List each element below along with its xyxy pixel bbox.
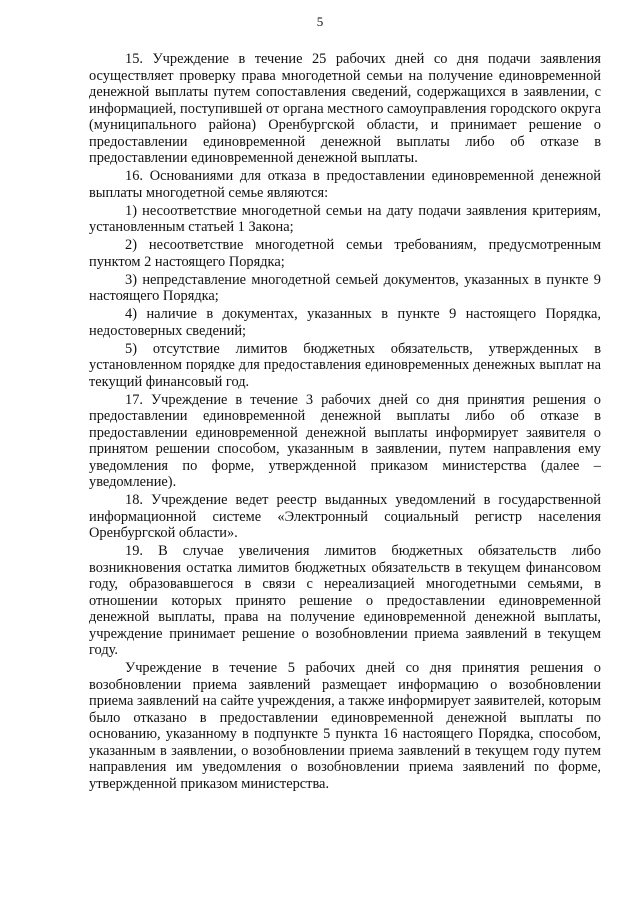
list-item-16-4: 4) наличие в документах, указанных в пункте 9 настоящего Порядка, недостоверных сведений;	[89, 306, 601, 339]
list-item-16-3: 3) непредставление многодетной семьей документов, указанных в пункте 9 настоящего Порядка;	[89, 271, 601, 304]
paragraph-18: 18. Учреждение ведет реестр выданных уведомлений в государственной информационной системе «Электронный социальный регистр населения Оренбургской области».	[89, 492, 601, 541]
paragraph-19: 19. В случае увеличения лимитов бюджетных обязательств либо возникновения остатка лимитов бюджетных обязательств в текущем финансовом году, образовавшегося в связи с нереализацией многодетными семьями, в отношении которых принято решение о предоставлении единовременной денежной выплаты, права на получение единовременной денежной выплаты, учреждение принимает решение о возобновлении приема заявлений в текущем году.	[89, 543, 601, 658]
paragraph-15: 15. Учреждение в течение 25 рабочих дней со дня подачи заявления осуществляет проверку права многодетной семьи на получение единовременной денежной выплаты путем сопоставления сведений, содержащихся в заявлении, с информацией, поступившей от органа местного самоуправления городского округа (муниципального района) Оренбургской области, и принимает решение о предоставлении единовременной денежной выплаты либо об отказе в предоставлении единовременной денежной выплаты.	[89, 51, 601, 166]
document-body	[89, 51, 601, 792]
list-item-16-5: 5) отсутствие лимитов бюджетных обязательств, утвержденных в установленном порядке для предоставления единовременных денежных выплат на текущий финансовый год.	[89, 340, 601, 390]
list-item-16-1: 1) несоответствие многодетной семьи на дату подачи заявления критериям, установленным статьей 1 Закона;	[89, 202, 601, 235]
list-item-16-2: 2) несоответствие многодетной семьи требованиям, предусмотренным пунктом 2 настоящего Порядка;	[89, 237, 601, 270]
paragraph-19-continuation: Учреждение в течение 5 рабочих дней со дня принятия решения о возобновлении приема заявлений размещает информацию о возобновлении приема заявлений на сайте учреждения, а также информирует заявителей, которым было отказано в предоставлении единовременной денежной выплаты по основанию, указанному в подпункте 5 пункта 16 настоящего Порядка, способом, указанным в заявлении, о возобновлении приема заявлений в текущем году путем направления им уведомления о возобновлении приема заявлений по форме, утвержденной приказом министерства.	[89, 660, 601, 792]
paragraph-16: 16. Основаниями для отказа в предоставлении единовременной денежной выплаты многодетной семье являются:	[89, 168, 601, 201]
page-number: 5	[316, 14, 324, 29]
paragraph-17: 17. Учреждение в течение 3 рабочих дней со дня принятия решения о предоставлении единовременной денежной выплаты либо об отказе в предоставлении единовременной денежной выплаты информирует заявителя о принятом решении способом, указанным в заявлении, путем направления ему уведомления по форме, утвержденной приказом министерства (далее – уведомление).	[89, 391, 601, 490]
